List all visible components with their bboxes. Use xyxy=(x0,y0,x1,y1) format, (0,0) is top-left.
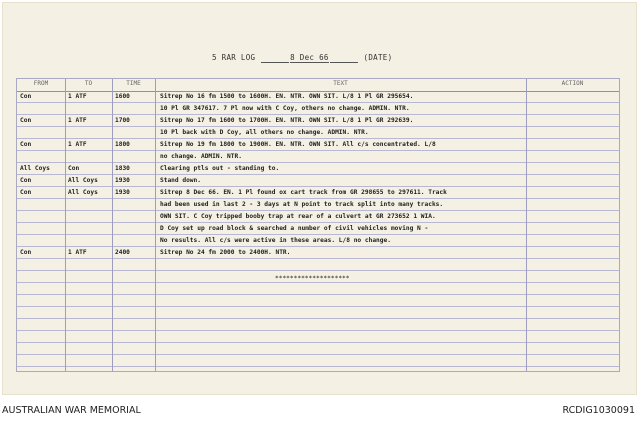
title-underline xyxy=(330,62,358,63)
row-text-line: Clearing ptls out - standing to. xyxy=(160,165,280,172)
row-from: Con xyxy=(20,189,32,196)
row-text-line: Sitrep No 17 fm 1600 to 1700H. EN. NTR. OWN SIT. L/8 1 Pl GR 292639. xyxy=(160,117,414,124)
row-to: 1 ATF xyxy=(68,93,87,100)
row-to: All Coys xyxy=(68,189,98,196)
row-text-line: Sitrep No 16 fm 1500 to 1600H. EN. NTR. OWN SIT. L/8 1 Pl GR 295654. xyxy=(160,93,414,100)
archive-name: AUSTRALIAN WAR MEMORIAL xyxy=(2,405,141,416)
table-header xyxy=(17,79,619,92)
row-text-line: no change. ADMIN. NTR. xyxy=(160,153,242,160)
row-time: 1830 xyxy=(115,165,130,172)
row-from: Con xyxy=(20,177,32,184)
log-table xyxy=(16,78,620,372)
footer-bar xyxy=(0,402,639,421)
row-text-line: 10 Pl back with D Coy, all others no change. ADMIN. NTR. xyxy=(160,129,369,136)
row-text-line: had been used in last 2 - 3 days at N point to track split into many tracks. xyxy=(160,201,444,208)
log-title xyxy=(212,53,392,63)
row-time: 1600 xyxy=(115,93,130,100)
row-text-line: No results. All c/s were active in these areas. L/8 no change. xyxy=(160,237,391,244)
row-time: 1700 xyxy=(115,117,130,124)
row-to: 1 ATF xyxy=(68,117,87,124)
row-time: 2400 xyxy=(115,249,130,256)
row-time: 1930 xyxy=(115,177,130,184)
row-text-line: Sitrep No 24 fm 2000 to 2400H. NTR. xyxy=(160,249,291,256)
row-from: Con xyxy=(20,93,32,100)
end-separator: ******************** xyxy=(275,275,350,282)
row-to: Con xyxy=(68,165,80,172)
row-from: Con xyxy=(20,141,32,148)
col-header-to: TO xyxy=(84,80,93,87)
row-from: All Coys xyxy=(20,165,50,172)
date-caption: (DATE) xyxy=(363,53,393,62)
row-from: Con xyxy=(20,117,32,124)
col-header-time: TIME xyxy=(126,80,141,87)
row-text-line: OWN SIT. C Coy tripped booby trap at rear of a culvert at GR 273652 1 WIA. xyxy=(160,213,436,220)
col-header-from: FROM xyxy=(33,80,49,87)
row-text-line: Sitrep No 19 fm 1800 to 1900H. EN. NTR. OWN SIT. All c/s concentrated. L/8 xyxy=(160,141,436,148)
row-to: 1 ATF xyxy=(68,141,87,148)
column-divider xyxy=(526,79,527,371)
log-date: 8 Dec 66 xyxy=(290,53,329,62)
col-header-text: TEXT xyxy=(333,80,348,87)
column-divider xyxy=(112,79,113,371)
row-text-line: 10 Pl GR 347617. 7 Pl now with C Coy, others no change. ADMIN. NTR. xyxy=(160,105,410,112)
document-id: RCDIG1030091 xyxy=(562,405,635,416)
log-sheet xyxy=(2,2,637,395)
row-text-line: D Coy set up road block & searched a number of civil vehicles moving N - xyxy=(160,225,429,232)
row-to: All Coys xyxy=(68,177,98,184)
column-divider xyxy=(155,79,156,371)
row-text-line: Sitrep 8 Dec 66. EN. 1 Pl found ox cart track from GR 298655 to 297611. Track xyxy=(160,189,447,196)
unit-log-label: 5 RAR LOG xyxy=(212,53,256,62)
row-from: Con xyxy=(20,249,32,256)
row-to: 1 ATF xyxy=(68,249,87,256)
col-header-action: ACTION xyxy=(561,80,584,87)
title-underline xyxy=(261,62,289,63)
row-time: 1800 xyxy=(115,141,130,148)
column-divider xyxy=(65,79,66,371)
row-time: 1930 xyxy=(115,189,130,196)
row-text-line: Stand down. xyxy=(160,177,201,184)
